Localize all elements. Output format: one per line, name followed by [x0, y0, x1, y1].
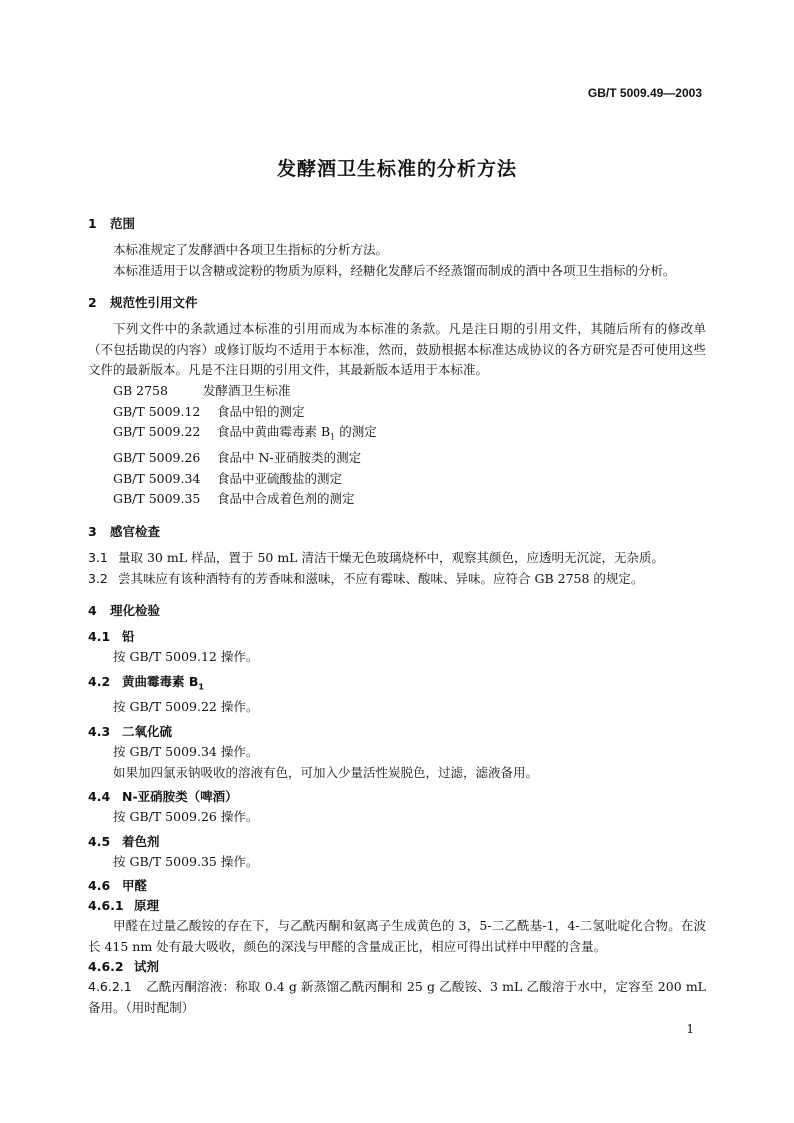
- subsection-title: 二氧化硫: [122, 723, 173, 739]
- paragraph: 按 GB/T 5009.22 操作。: [113, 699, 259, 715]
- paragraph: 下列文件中的条款通过本标准的引用而成为本标准的条款。凡是注日期的引用文件，其随后所有的修改单（不包括勘误的内容）或修订版均不适用于本标准，然而，鼓励根据本标准达成协议的各方研究是否可使用这些文件的最新版本。凡是不注日期的引用文件，其最新版本适用于本标准。: [88, 321, 706, 378]
- subsection-heading: [88, 627, 706, 647]
- reference-name: 食品中黄曲霉毒素 B: [217, 424, 331, 440]
- paragraph: 按 GB/T 5009.26 操作。: [113, 809, 259, 825]
- clause-number: 3.1: [88, 550, 108, 566]
- reference-name: 食品中亚硫酸盐的测定: [217, 470, 343, 486]
- subsubsection-heading: [88, 896, 706, 916]
- clause-number: 3.2: [88, 570, 108, 586]
- section-number: 1: [88, 216, 97, 231]
- subsection-number: 4.6: [88, 878, 111, 894]
- subsection-number: 4.4: [88, 789, 111, 805]
- section-heading-4: [88, 601, 706, 621]
- reference-list: [88, 381, 706, 510]
- subsection-heading: [88, 876, 706, 896]
- subsection-number: 4.3: [88, 723, 111, 739]
- section-title: 规范性引用文件: [110, 295, 198, 311]
- clause-text: 尝其味应有该种酒特有的芳香味和滋味，不应有霉味、酸味、异味。应符合 GB 2758 的规定。: [118, 570, 644, 586]
- subsection-title: 黄曲霉毒素 B: [122, 673, 199, 689]
- reference-suffix: 的测定: [335, 424, 377, 440]
- reference-name: 发酵酒卫生标准: [203, 382, 291, 398]
- subsection-heading: [88, 722, 706, 742]
- paragraph: 按 GB/T 5009.12 操作。: [113, 649, 259, 665]
- reference-item: [88, 448, 706, 469]
- reference-item: [88, 402, 706, 423]
- subsection-heading: [88, 832, 706, 852]
- section-number: 3: [88, 524, 97, 540]
- reference-code: GB/T 5009.22: [113, 424, 201, 440]
- subsubsection-heading: [88, 957, 706, 977]
- section-heading-1: [88, 214, 706, 234]
- subsection-title: 着色剂: [122, 833, 160, 849]
- subscript: 1: [198, 682, 204, 692]
- subsection-title: N-亚硝胺类（啤酒）: [122, 789, 238, 805]
- clause-number: 4.6.2.1: [88, 979, 132, 995]
- reference-code: GB/T 5009.26: [113, 450, 201, 466]
- reference-code: GB 2758: [113, 382, 168, 398]
- subsection-heading: [88, 672, 706, 698]
- clause-text: 乙酰丙酮溶液：称取 0.4 g 新蒸馏乙酰丙酮和 25 g 乙酸铵、3 mL 乙酸溶于水中，定容至 200 mL备用。（用时配制）: [88, 979, 706, 1016]
- document-body: [88, 214, 706, 1019]
- subsection-title: 铅: [122, 629, 135, 645]
- section-title: 范围: [110, 216, 136, 231]
- reference-name: 食品中合成着色剂的测定: [217, 491, 355, 507]
- section-heading-2: [88, 293, 706, 313]
- paragraph: 如果加四氯汞钠吸收的溶液有色，可加入少量活性炭脱色，过滤，滤液备用。: [113, 764, 539, 780]
- reference-name: 食品中铅的测定: [217, 403, 305, 419]
- paragraph: 甲醛在过量乙酸铵的存在下，与乙酰丙酮和氨离子生成黄色的 3，5-二乙酰基-1，4-二氢吡啶化合物。在波长 415 nm 处有最大吸收，颜色的深浅与甲醛的含量成正比，相应可得出试样中甲醛的含量。: [88, 918, 706, 954]
- reference-item: [88, 422, 706, 448]
- reference-code: GB/T 5009.34: [113, 470, 201, 486]
- subsubsection-title: 试剂: [134, 959, 160, 975]
- paragraph: 本标准规定了发酵酒中各项卫生指标的分析方法。: [113, 242, 389, 257]
- section-number: 4: [88, 603, 97, 619]
- paragraph: 按 GB/T 5009.35 操作。: [113, 853, 259, 869]
- subsection-number: 4.5: [88, 833, 111, 849]
- subsection-number: 4.1: [88, 629, 111, 645]
- subscript: 1: [330, 432, 336, 442]
- subsection-heading: [88, 787, 706, 807]
- clause-item: [88, 977, 706, 1018]
- reference-item: [88, 381, 706, 402]
- document-title: 发酵酒卫生标准的分析方法: [276, 158, 517, 180]
- clause-item: [88, 548, 706, 569]
- paragraph: 按 GB/T 5009.34 操作。: [113, 743, 259, 759]
- subsection-title: 甲醛: [122, 878, 148, 894]
- subsection-number: 4.2: [88, 673, 111, 689]
- section-title: 感官检查: [110, 524, 161, 540]
- reference-code: GB/T 5009.12: [113, 403, 201, 419]
- reference-code: GB/T 5009.35: [113, 491, 201, 507]
- reference-item: [88, 469, 706, 490]
- page-number: 1: [686, 1022, 694, 1036]
- reference-name: 食品中 N-亚硝胺类的测定: [217, 450, 362, 466]
- standard-number: GB/T 5009.49—2003: [587, 86, 702, 100]
- reference-item: [88, 489, 706, 510]
- subsubsection-number: 4.6.1: [88, 898, 124, 914]
- section-title: 理化检验: [110, 603, 161, 619]
- clause-text: 量取 30 mL 样品，置于 50 mL 清洁干燥无色玻璃烧杯中，观察其颜色，应透明无沉淀，无杂质。: [118, 550, 664, 566]
- section-heading-3: [88, 522, 706, 542]
- section-number: 2: [88, 295, 97, 311]
- subsubsection-title: 原理: [134, 898, 160, 914]
- clause-item: [88, 569, 706, 590]
- paragraph: 本标准适用于以含糖或淀粉的物质为原料，经糖化发酵后不经蒸馏而制成的酒中各项卫生指标的分析。: [113, 262, 676, 278]
- subsubsection-number: 4.6.2: [88, 959, 124, 975]
